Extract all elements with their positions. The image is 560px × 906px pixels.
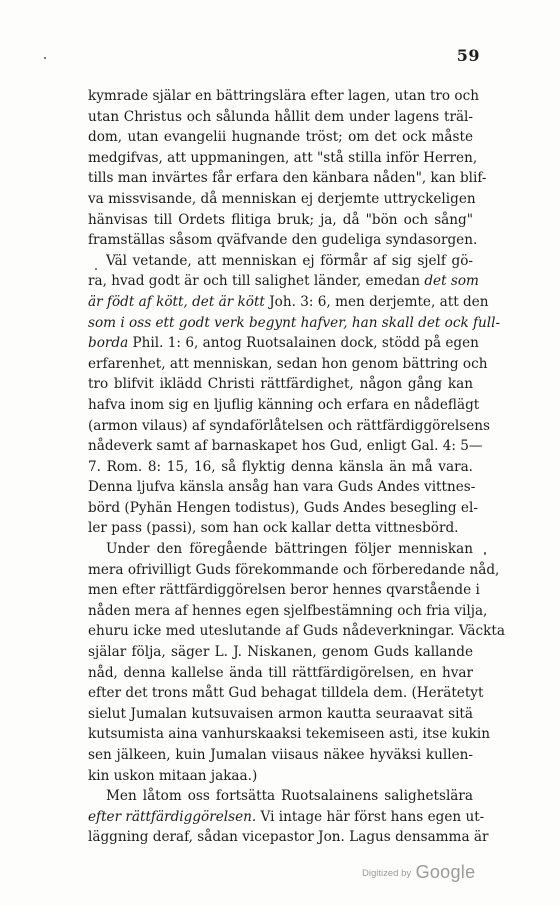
text-line: hänvisas till Ordets flitiga bruk; ja, då "bön och sång" — [88, 211, 473, 228]
text-line: Denna ljufva känsla ansåg han vara Guds Andes vittnes- — [88, 479, 476, 496]
page-number: 59 — [456, 46, 480, 65]
italic-phrase: efter rättfärdiggörelsen. — [88, 808, 257, 825]
text-line: tills man invärtes får erfara den känbara nåden", kan blif- — [88, 170, 487, 187]
text-line: Men låtom oss fortsätta Ruotsalainens salighetslära — [106, 788, 473, 805]
text-line: kutsumista aina vanhurskaaksi tekemiseen asti, itse kukin — [88, 726, 490, 743]
text-line — [88, 313, 501, 334]
italic-phrase: borda — [88, 335, 129, 352]
body-text — [88, 86, 505, 848]
text-line: nådeverk samt af barnaskapet hos Gud, enligt Gal. 4: 5— — [88, 438, 483, 455]
text-line: ler pass (passi), som han ock kallar detta vittnesbörd. — [88, 520, 459, 537]
text-line: Under den föregående bättringen följer menniskan — [106, 541, 473, 558]
text-line: utan Christus och sålunda hållit dem under lagens träl- — [88, 108, 473, 125]
text-line: 7. Rom. 8: 15, 16, så flyktig denna känsla än må vara. — [88, 458, 473, 475]
text-line: dom, utan evangelii hugnande tröst; om det ock måste — [88, 129, 473, 146]
scan-speck — [484, 552, 486, 555]
text-line: själar följa, säger L. J. Niskanen, genom Guds kallande — [88, 644, 473, 661]
text-line: läggning deraf, sådan vicepastor Jon. Lagus densamma är — [88, 829, 489, 846]
text-line: mera ofrivilligt Guds förekommande och förberedande nåd, — [88, 561, 500, 578]
text-line: borda Phil. 1: 6, antog Ruotsalainen dock, stödd på egen — [88, 335, 479, 352]
text-line: ehuru icke med uteslutande af Guds nådeverkningar. Väckta — [88, 623, 505, 640]
text-line: nåd, denna kallelse ända till rättfärdigörelsen, en hvar — [88, 664, 473, 681]
italic-phrase: är födt af kött, det är kött — [88, 293, 265, 310]
text-line: kymrade själar en bättringslära efter lagen, utan tro och — [88, 88, 479, 104]
text-line: tro blifvit iklädd Christi rättfärdighet, någon gång kan — [88, 376, 473, 393]
digitization-watermark — [362, 862, 475, 883]
text-line: är födt af kött, det är kött Joh. 3: 6, men derjemte, att den — [88, 293, 489, 310]
text-line: efter rättfärdiggörelsen. Vi intage här först hans egen ut- — [88, 808, 485, 825]
text-line: sen jälkeen, kuin Jumalan viisaus näkee hyväksi kullen- — [88, 747, 473, 763]
text-line: Väl vetande, att menniskan ej förmår af sig sjelf gö- — [106, 252, 473, 269]
text-line: men efter rättfärdiggörelsen beror hennes qvarstående i — [88, 582, 480, 599]
text-line: nåden mera af hennes egen sjelfbestämning och fria vilja, — [88, 602, 488, 619]
text-line: kin uskon mitaan jakaa.) — [88, 767, 258, 784]
italic-phrase: som i oss ett godt verk begynt hafver, han skall det ock full- — [88, 314, 501, 331]
watermark-prefix: Digitized by — [362, 868, 412, 879]
text-line: framställas såsom qväfvande den gudeliga syndasorgen. — [88, 232, 478, 249]
google-logo-text: Google — [415, 862, 476, 882]
text-line: erfarenhet, att menniskan, sedan hon genom bättring och — [88, 355, 488, 372]
text-line: medgifvas, att uppmaningen, att "stå stilla inför Herren, — [88, 149, 478, 166]
text-line: (armon vilaus) af syndaförlåtelsen och rättfärdiggörelsens — [88, 417, 490, 434]
italic-phrase: det som — [424, 273, 479, 290]
text-line: börd (Pyhän Hengen todistus), Guds Andes besegling el- — [88, 499, 478, 516]
scan-speck — [44, 57, 46, 59]
scan-speck — [95, 268, 97, 270]
text-line: hafva inom sig en ljuflig känning och erfara en nådeflägt — [88, 396, 480, 413]
text-line: ra, hvad godt är och till salighet länder, emedan det som — [88, 273, 479, 290]
text-line: sielut Jumalan kutsuvaisen armon kautta seuraavat sitä — [88, 705, 473, 722]
text-line: efter det trons mått Gud behagat tilldela dem. (Herätetyt — [88, 685, 484, 702]
text-line: va missvisande, då menniskan ej derjemte uttryckeligen — [88, 190, 476, 207]
